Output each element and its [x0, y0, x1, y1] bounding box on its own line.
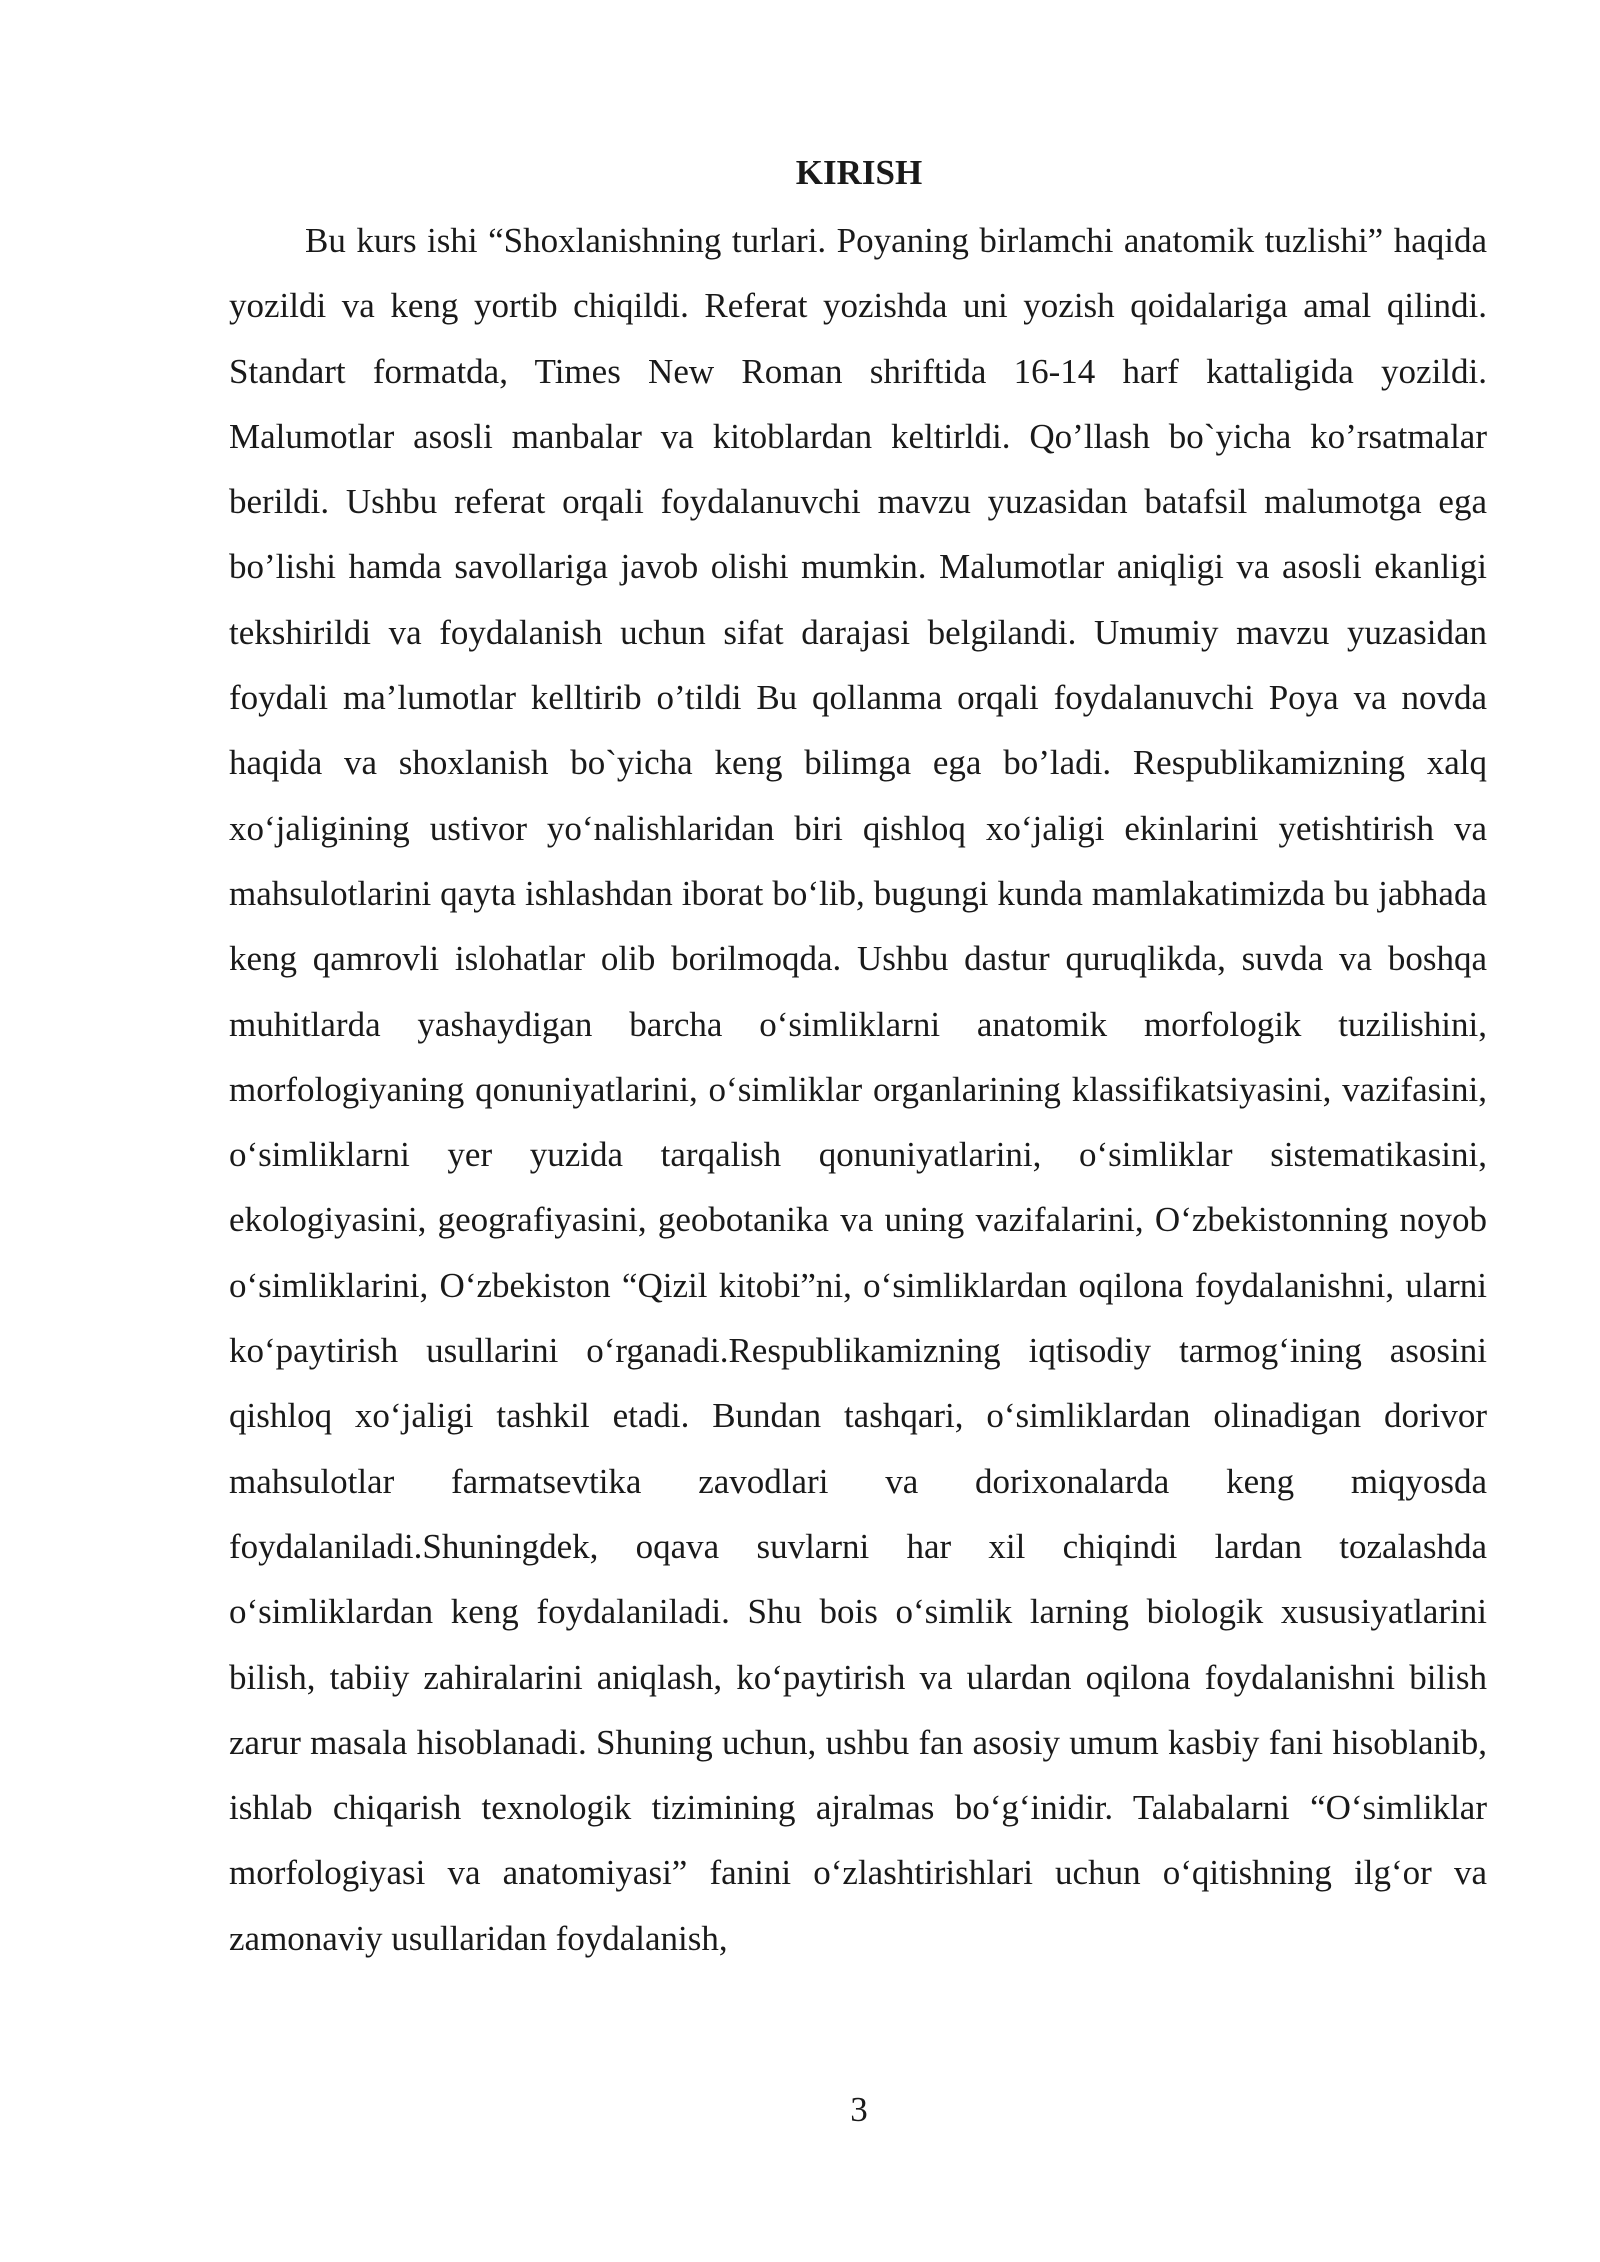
body-paragraph: Bu kurs ishi “Shoxlanishning turlari. Poyaning birlamchi anatomik tuzlishi” haqida yozildi va keng yortib chiqildi. Referat yozishda uni yozish qoidalariga amal qilindi. Standart formatda, Times New Roman shriftida 16-14 harf kattaligida yozildi. Malumotlar asosli manbalar va kitoblardan keltirldi. Qo’llash bo`yicha ko’rsatmalar berildi. Ushbu referat orqali foydalanuvchi mavzu yuzasidan batafsil malumotga ega bo’lishi hamda savollariga javob olishi mumkin. Malumotlar aniqligi va asosli ekanligi tekshirildi va foydalanish uchun sifat darajasi belgilandi. Umumiy mavzu yuzasidan foydali ma’lumotlar kelltirib o’tildi Bu qollanma orqali foydalanuvchi Poya va novda haqida va shoxlanish bo`yicha keng bilimga ega bo’ladi. Respublikamizning xalq xo‘jaligining ustivor yo‘nalishlaridan biri qishloq xo‘jaligi ekinlarini yetishtirish va mahsulotlarini qayta ishlashdan iborat bo‘lib, bugungi kunda mamlakatimizda bu jabhada keng qamrovli islohatlar olib borilmoqda. Ushbu dastur quruqlikda, suvda va boshqa muhitlarda yashaydigan barcha o‘simliklarni anatomik morfologik tuzilishini, morfologiyaning qonuniyatlarini, o‘simliklar organlarining klassifikatsiyasini, vazifasini, o‘simliklarni yer yuzida tarqalish qonuniyatlarini, o‘simliklar sistematikasini, ekologiyasini, geografiyasini, geobotanika va uning vazifalarini, O‘zbekistonning noyob o‘simliklarini, O‘zbekiston “Qizil kitobi”ni, o‘simliklardan oqilona foydalanishni, ularni ko‘paytirish usullarini o‘rganadi.Respublikamizning iqtisodiy tarmog‘ining asosini qishloq xo‘jaligi tashkil etadi. Bundan tashqari, o‘simliklardan olinadigan dorivor mahsulotlar farmatsevtika zavodlari va dorixonalarda keng miqyosda foydalaniladi.Shuningdek, oqava suvlarni har xil chiqindi lardan tozalashda o‘simliklardan keng foydalaniladi. Shu bois o‘simlik larning biologik xususiyatlarini bilish, tabiiy zahiralarini aniqlash, ko‘paytirish va ulardan oqilona foydalanishni bilish zarur masala hisoblanadi. Shuning uchun, ushbu fan asosiy umum kasbiy fani hisoblanib, ishlab chiqarish texnologik tizimining ajralmas bo‘g‘inidir. Talabalarni “O‘simliklar morfologiyasi va anatomiyasi” fanini o‘zlashtirishlari uchun o‘qitishning ilg‘or va zamonaviy usullaridan foydalanish,	[229, 221, 1487, 1958]
page-number: 3	[850, 2090, 868, 2129]
section-title: KIRISH	[795, 153, 923, 192]
